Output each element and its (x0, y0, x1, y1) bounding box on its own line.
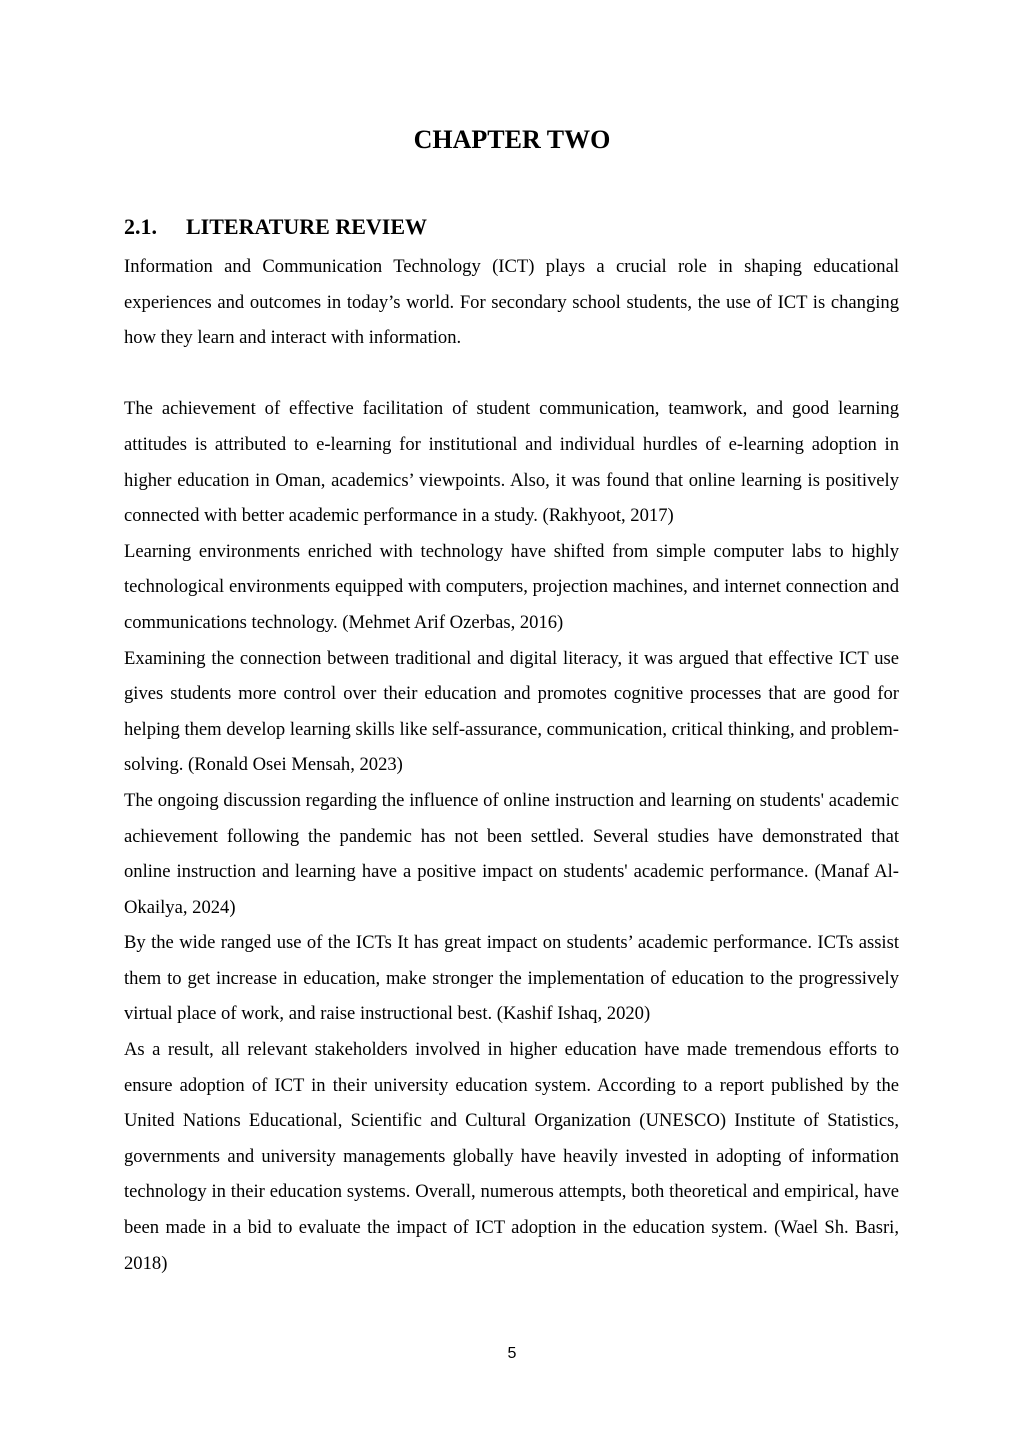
section-title: LITERATURE REVIEW (186, 214, 428, 239)
paragraph: By the wide ranged use of the ICTs It has great impact on students’ academic performance. ICTs assist them to get increase in education, make stronger the implementation of education to the progressively virtual place of work, and raise instructional best. (Kashif Ishaq, 2020) (124, 932, 899, 1025)
page-number: 5 (507, 1345, 517, 1362)
body-text (124, 249, 899, 1281)
section-number: 2.1. (124, 214, 157, 239)
chapter-title: CHAPTER TWO (413, 125, 611, 154)
paragraph: Information and Communication Technology (ICT) plays a crucial role in shaping educational experiences and outcomes in today’s world. For secondary school students, the use of ICT is changing how they learn and interact with information. (124, 256, 899, 349)
section-heading (124, 212, 427, 242)
paragraph: Examining the connection between traditional and digital literacy, it was argued that effective ICT use gives students more control over their education and promotes cognitive processes that are good for helping them develop learning skills like self-assurance, communication, critical thinking, and problem-solving. (Ronald Osei Mensah, 2023) (124, 647, 899, 776)
paragraph: Learning environments enriched with technology have shifted from simple computer labs to highly technological environments equipped with computers, projection machines, and internet connection and communications technology. (Mehmet Arif Ozerbas, 2016) (124, 540, 899, 633)
paragraph: As a result, all relevant stakeholders involved in higher education have made tremendous efforts to ensure adoption of ICT in their university education system. According to a report published by the United Nations Educational, Scientific and Cultural Organization (UNESCO) Institute of Statistics, governments and university managements globally have heavily invested in adopting of information technology in their education systems. Overall, numerous attempts, both theoretical and empirical, have been made in a bid to evaluate the impact of ICT adoption in the education system. (Wael Sh. Basri, 2018) (124, 1039, 899, 1274)
paragraph: The ongoing discussion regarding the influence of online instruction and learning on students' academic achievement following the pandemic has not been settled. Several studies have demonstrated that online instruction and learning have a positive impact on students' academic performance. (Manaf Al-Okailya, 2024) (124, 789, 899, 918)
paragraph: The achievement of effective facilitation of student communication, teamwork, and good learning attitudes is attributed to e-learning for institutional and individual hurdles of e-learning adoption in higher education in Oman, academics’ viewpoints. Also, it was found that online learning is positively connected with better academic performance in a study. (Rakhyoot, 2017) (124, 398, 899, 527)
